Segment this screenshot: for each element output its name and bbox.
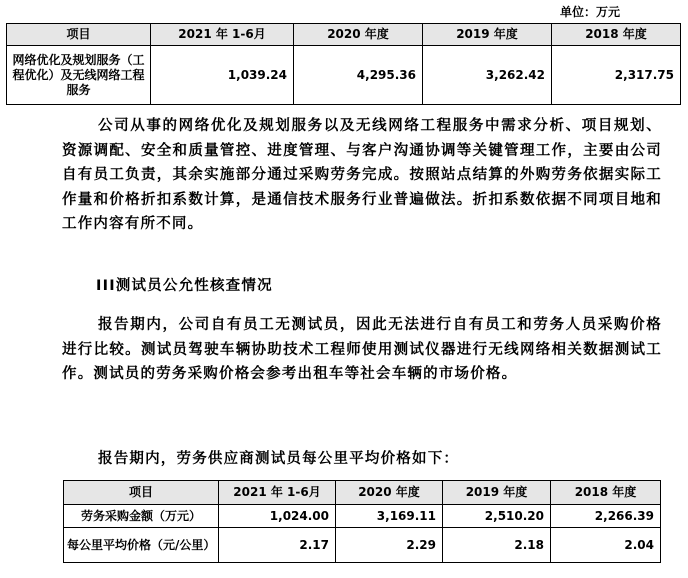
header-cell: 2020 年度 (294, 24, 423, 46)
table-row (64, 505, 661, 528)
header-cell: 2018 年度 (552, 24, 681, 46)
paragraph-tester-pricing: 报告期内，公司自有员工无测试员，因此无法进行自有员工和劳务人员采购价格进行比较。测试员驾驶车辆协助技术工程师使用测试仪器进行无线网络相关数据测试工作。测试员的劳务采购价格会参考出租车等社会车辆的市场价格。 (62, 317, 662, 382)
row-label: 每公里平均价格（元/公里） (64, 528, 219, 563)
table-header-row (64, 481, 661, 505)
header-cell: 2021 年 1-6月 (219, 481, 336, 505)
value-cell: 4,295.36 (294, 46, 423, 105)
value-cell: 2.18 (443, 528, 551, 563)
value-cell: 1,039.24 (151, 46, 294, 105)
unit-note: 单位：万元 (559, 5, 620, 19)
table-row (7, 46, 681, 105)
service-cost-table (6, 23, 681, 105)
value-cell: 2.29 (336, 528, 443, 563)
paragraph-table-intro: 报告期内，劳务供应商测试员每公里平均价格如下： (98, 451, 460, 467)
value-cell: 2.04 (551, 528, 661, 563)
value-cell: 2,266.39 (551, 505, 661, 528)
value-cell: 3,262.42 (423, 46, 552, 105)
value-cell: 2,317.75 (552, 46, 681, 105)
value-cell: 2.17 (219, 528, 336, 563)
value-cell: 1,024.00 (219, 505, 336, 528)
header-cell: 2019 年度 (423, 24, 552, 46)
header-cell: 2018 年度 (551, 481, 661, 505)
tester-price-table (63, 480, 661, 563)
header-cell: 项目 (64, 481, 219, 505)
header-cell: 2020 年度 (336, 481, 443, 505)
section-heading: III测试员公允性核查情况 (96, 278, 273, 294)
row-label: 劳务采购金额（万元） (64, 505, 219, 528)
table-row (64, 528, 661, 563)
value-cell: 3,169.11 (336, 505, 443, 528)
header-cell: 2021 年 1-6月 (151, 24, 294, 46)
paragraph-service-description: 公司从事的网络优化及规划服务以及无线网络工程服务中需求分析、项目规划、资源调配、安全和质量管控、进度管理、与客户沟通协调等关键管理工作，主要由公司自有员工负责，其余实施部分通过采购劳务完成。按照站点结算的外购劳务依据实际工作量和价格折扣系数计算，是通信技术服务行业普遍做法。折扣系数依据不同项目地和工作内容有所不同。 (62, 118, 662, 232)
row-label: 网络优化及规划服务（工程优化）及无线网络工程服务 (7, 46, 151, 105)
table-header-row (7, 24, 681, 46)
header-cell: 项目 (7, 24, 151, 46)
header-cell: 2019 年度 (443, 481, 551, 505)
value-cell: 2,510.20 (443, 505, 551, 528)
